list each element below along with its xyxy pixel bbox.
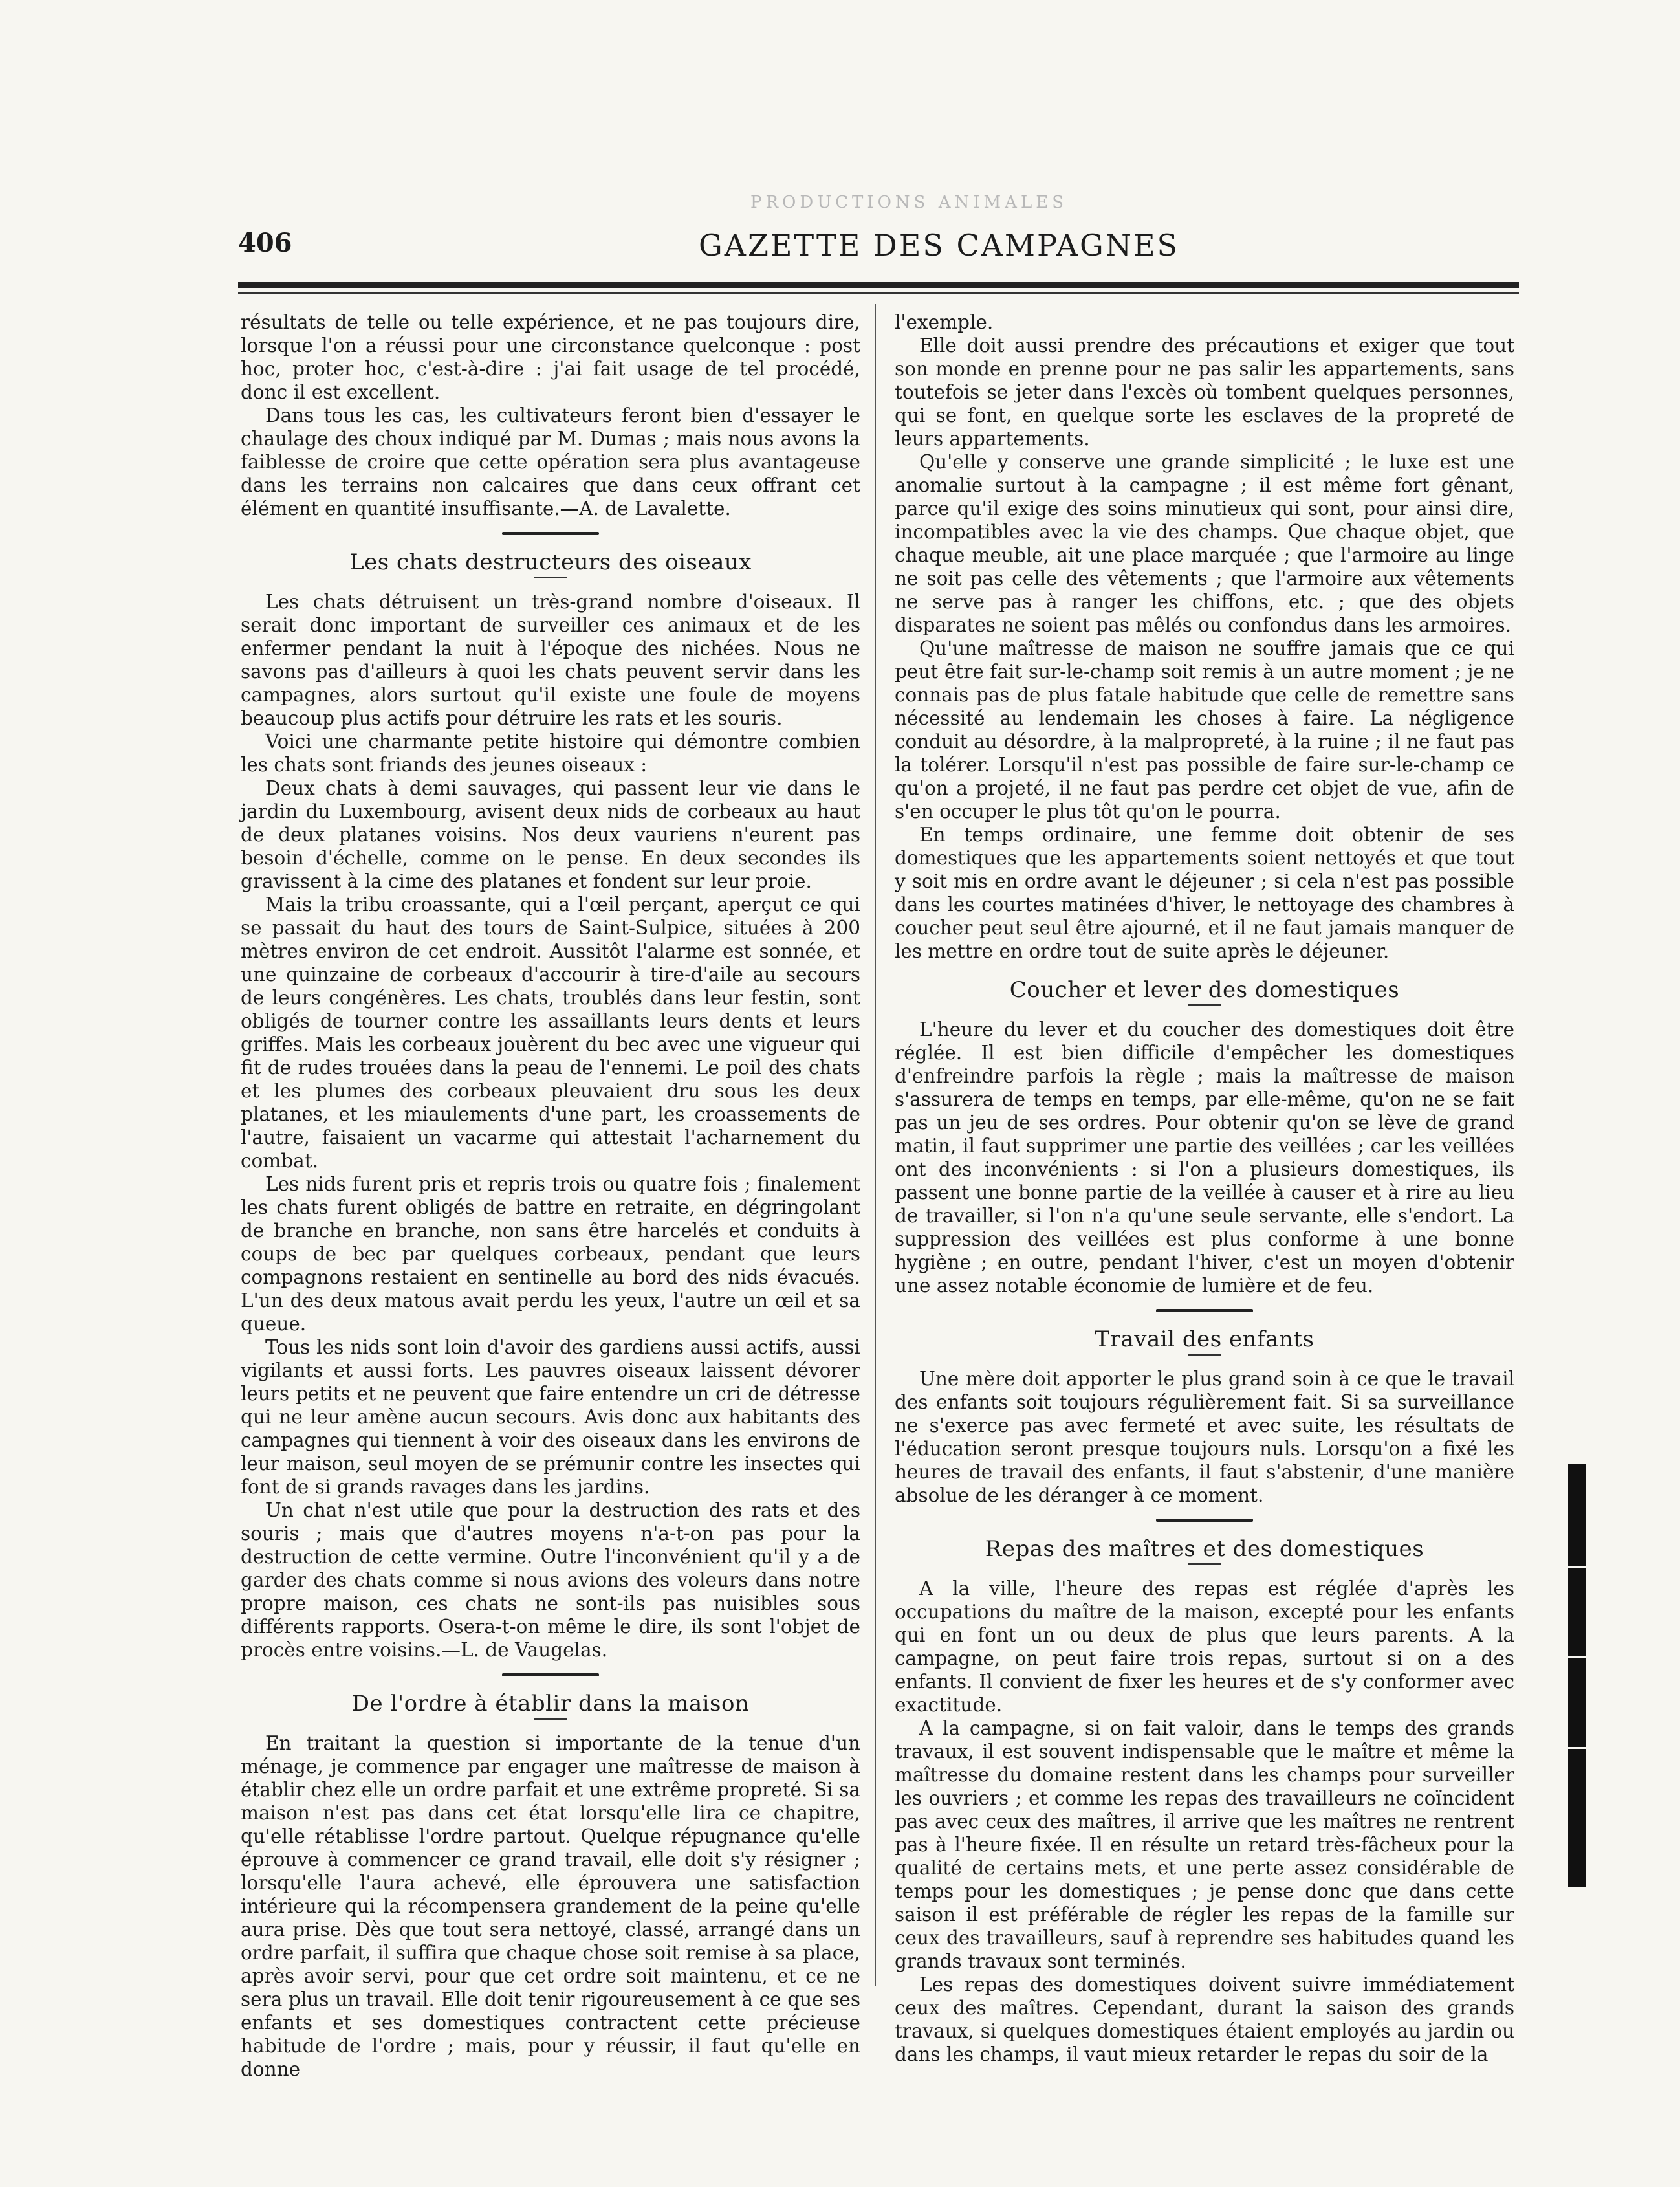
paragraph: Deux chats à demi sauvages, qui passent leur vie dans le jardin du Luxembourg, avisent deux nids de corbeaux au haut de deux platanes voisins. Nos deux vauriens n'eurent pas besoin d'échelle, comme on le pense. En deux secondes ils gravissent à la cime des platanes et fondent sur leur proie. [241, 777, 860, 892]
title-dash [534, 1718, 567, 1720]
left-column [241, 311, 860, 2081]
article-title-ordre: De l'ordre à établir dans la maison [351, 1691, 750, 1717]
paragraph: l'exemple. [895, 311, 994, 333]
article-title-chats: Les chats destructeurs des oiseaux [349, 549, 752, 575]
title-dash [1188, 1563, 1221, 1565]
article-title-travail: Travail des enfants [1095, 1326, 1315, 1352]
paragraph: Qu'une maîtresse de maison ne souffre jamais que ce qui peut être fait sur-le-champ soit remis à un autre moment ; je ne connais pas de plus fatale habitude que celle de remettre sans nécessité au lendemain les choses à faire. La négligence conduit au désordre, à la malpropreté, à la ruine ; il ne faut pas la tolérer. Lorsqu'il n'est pas possible de faire sur-le-champ ce qu'on a projeté, il ne faut pas perdre cet objet de vue, afin de s'en occuper le plus tôt qu'on le pourra. [895, 637, 1514, 822]
scan-margin-notch [1568, 1656, 1586, 1658]
header-rule-thick [238, 282, 1519, 288]
right-column [895, 311, 1514, 2066]
paragraph: Mais la tribu croassante, qui a l'œil perçant, aperçut ce qui se passait du haut des tours de Saint-Sulpice, situées à 200 mètres environ de cet endroit. Aussitôt l'alarme est sonnée, et une quinzaine de corbeaux d'accourir à tire-d'aile au secours de leurs congénères. Les chats, troublés dans leur festin, sont obligés de tourner contre les assaillants leurs dents et leurs griffes. Mais les corbeaux jouèrent du bec avec une vigueur qui fit de rudes trouées dans la peau de l'ennemi. Le poil des chats et les plumes des corbeaux pleuvaient dru sous les deux platanes, et les miaulements d'une part, les croassements de l'autre, faisaient un vacarme qui attestait l'acharnement du combat. [241, 894, 860, 1172]
paragraph: Qu'elle y conserve une grande simplicité ; le luxe est une anomalie surtout à la campagne ; il est même fort gênant, parce qu'il exige des soins minutieux qui sont, pour ainsi dire, incompatibles avec la vie des champs. Que chaque objet, que chaque meuble, ait une place marquée ; que l'armoire au linge ne soit pas celle des vêtements ; que l'armoire aux vêtements ne serve pas à ranger les chiffons, etc. ; que des objets disparates ne soient pas mêlés ou confondus dans les armoires. [895, 451, 1514, 636]
article-separator [502, 532, 599, 535]
column-divider [875, 304, 876, 1986]
title-dash [1188, 1354, 1221, 1356]
paragraph: Les repas des domestiques doivent suivre immédiatement ceux des maîtres. Cependant, durant la saison des grands travaux, si quelques domestiques étaient employés au jardin ou dans les champs, il vaut mieux retarder le repas du soir de la [895, 1973, 1514, 2065]
scan-margin-bar [1568, 1464, 1586, 1887]
paragraph: Une mère doit apporter le plus grand soin à ce que le travail des enfants soit toujours régulièrement fait. Si sa surveillance ne s'exerce pas avec fermeté et avec suite, les résultats de l'éducation seront presque toujours nuls. Lorsqu'on a fixé les heures de travail des enfants, il faut s'abstenir, d'une manière absolue de les déranger à ce moment. [895, 1368, 1514, 1506]
article-title-coucher: Coucher et lever des domestiques [1009, 977, 1400, 1003]
paragraph: résultats de telle ou telle expérience, et ne pas toujours dire, lorsque l'on a réussi pour une circonstance quelconque : post hoc, proter hoc, c'est-à-dire : j'ai fait usage de tel procédé, donc il est excellent. [241, 311, 860, 403]
paragraph: A la ville, l'heure des repas est réglée d'après les occupations du maître de la maison, excepté pour les enfants qui en font un ou deux de plus que leurs parents. A la campagne, on peut faire trois repas, surtout si on a des enfants. Il convient de fixer les heures et de s'y conformer avec exactitude. [895, 1577, 1514, 1716]
paragraph: Les nids furent pris et repris trois ou quatre fois ; finalement les chats furent obligés de battre en retraite, en dégringolant de branche en branche, non sans être harcelés et conduits à coups de bec par quelques corbeaux, pendant que leurs compagnons restaient en sentinelle au bord des nids évacués. L'un des deux matous avait perdu les yeux, l'autre un œil et sa queue. [241, 1173, 860, 1335]
title-dash [534, 577, 567, 578]
article-separator [1156, 1519, 1253, 1522]
article-separator [502, 1673, 599, 1676]
scan-margin-notch [1568, 1566, 1586, 1568]
paragraph: Tous les nids sont loin d'avoir des gardiens aussi actifs, aussi vigilants et aussi forts. Les pauvres oiseaux laissent dévorer leurs petits et ne peuvent que faire entendre un cri de détresse qui ne leur amène aucun secours. Avis donc aux habitants des campagnes qui tiennent à voir des oiseaux dans les environs de leur maison, seul moyen de se prémunir contre les insectes qui font de si grands ravages dans les jardins. [241, 1336, 860, 1498]
page-number: 406 [238, 228, 292, 258]
article-separator [1156, 1309, 1253, 1312]
scan-margin-notch [1568, 1747, 1586, 1749]
page-title: GAZETTE DES CAMPAGNES [699, 228, 1180, 263]
header-rule-thin [238, 292, 1519, 294]
paragraph: Voici une charmante petite histoire qui démontre combien les chats sont friands des jeunes oiseaux : [241, 731, 860, 776]
paragraph: Les chats détruisent un très-grand nombre d'oiseaux. Il serait donc important de surveiller ces animaux et de les enfermer pendant la nuit à l'époque des nichées. Nous ne savons pas d'ailleurs à quoi les chats peuvent servir dans les campagnes, alors surtout qu'il existe une foule de moyens beaucoup plus actifs pour détruire les rats et les souris. [241, 591, 860, 729]
title-dash [1188, 1004, 1221, 1006]
faint-header-line: PRODUCTIONS ANIMALES [750, 193, 1068, 212]
paragraph: Elle doit aussi prendre des précautions et exiger que tout son monde en prenne pour ne pas salir les appartements, sans toutefois se jeter dans l'excès où tombent quelques personnes, qui se font, en quelque sorte les esclaves de la propreté de leurs appartements. [895, 335, 1514, 450]
article-title-repas: Repas des maîtres et des domestiques [985, 1536, 1424, 1562]
paragraph: En traitant la question si importante de la tenue d'un ménage, je commence par engager une maîtresse de maison à établir chez elle un ordre parfait et une extrême propreté. Si sa maison n'est pas dans cet état lorsqu'elle lira ce chapitre, qu'elle rétablisse l'ordre partout. Quelque répugnance qu'elle éprouve à commencer ce grand travail, elle doit s'y résigner ; lorsqu'elle l'aura achevé, elle éprouvera une satisfaction intérieure qui la récompensera grandement de la peine qu'elle aura prise. Dès que tout sera nettoyé, classé, arrangé dans un ordre parfait, il suffira que chaque chose soit remise à sa place, après avoir servi, pour que cet ordre soit maintenu, et ce ne sera plus un travail. Elle doit tenir rigoureusement à ce que ses enfants et ses domestiques contractent cette précieuse habitude de l'ordre ; mais, pour y réussir, il faut qu'elle en donne [241, 1732, 860, 2080]
paragraph: A la campagne, si on fait valoir, dans le temps des grands travaux, il est souvent indispensable que le maître et même la maîtresse du domaine restent dans les champs pour surveiller les ouvriers ; et comme les repas des travailleurs ne coïncident pas avec ceux des maîtres, il arrive que les maîtres ne rentrent pas à l'heure fixée. Il en résulte un retard très-fâcheux pour la qualité de certains mets, et une perte assez considérable de temps pour les domestiques ; je pense donc que dans cette saison il est préférable de régler les repas de la famille sur ceux des travailleurs, sauf à reprendre ses habitudes quand les grands travaux sont terminés. [895, 1717, 1514, 1972]
paragraph: Dans tous les cas, les cultivateurs feront bien d'essayer le chaulage des choux indiqué par M. Dumas ; mais nous avons la faiblesse de croire que cette opération sera plus avantageuse dans les terrains non calcaires que dans ceux offrant cet élément en quantité insuffisante.—A. de Lavalette. [241, 404, 860, 520]
paragraph: L'heure du lever et du coucher des domestiques doit être réglée. Il est bien difficile d'empêcher les domestiques d'enfreindre parfois la règle ; mais la maîtresse de maison s'assurera de temps en temps, par elle-même, qu'on ne se fait pas un jeu de ses ordres. Pour obtenir qu'on se lève de grand matin, il faut supprimer une partie des veillées ; car les veillées ont des inconvénients : si l'on a plusieurs domestiques, ils passent une bonne partie de la veillée à causer et à rire au lieu de travailler, si l'on n'a qu'une seule servante, elle s'endort. La suppression des veillées est plus conforme à une bonne hygiène ; en outre, pendant l'hiver, c'est un moyen d'obtenir une assez notable économie de lumière et de feu. [895, 1018, 1514, 1297]
paragraph: Un chat n'est utile que pour la destruction des rats et des souris ; mais que d'autres moyens n'a-t-on pas pour la destruction de cette vermine. Outre l'inconvénient qu'il y a de garder des chats comme si nous avions des voleurs dans notre propre maison, ces chats ne sont-ils pas nuisibles sous différents rapports. Osera-t-on même le dire, ils sont l'objet de procès entre voisins.—L. de Vaugelas. [241, 1499, 860, 1661]
paragraph: En temps ordinaire, une femme doit obtenir de ses domestiques que les appartements soient nettoyés et que tout y soit mis en ordre avant le déjeuner ; si cela n'est pas possible dans les courtes matinées d'hiver, le nettoyage des chambres à coucher peut seul être ajourné, et il ne faut jamais manquer de les mettre en ordre tout de suite après le déjeuner. [895, 824, 1514, 962]
